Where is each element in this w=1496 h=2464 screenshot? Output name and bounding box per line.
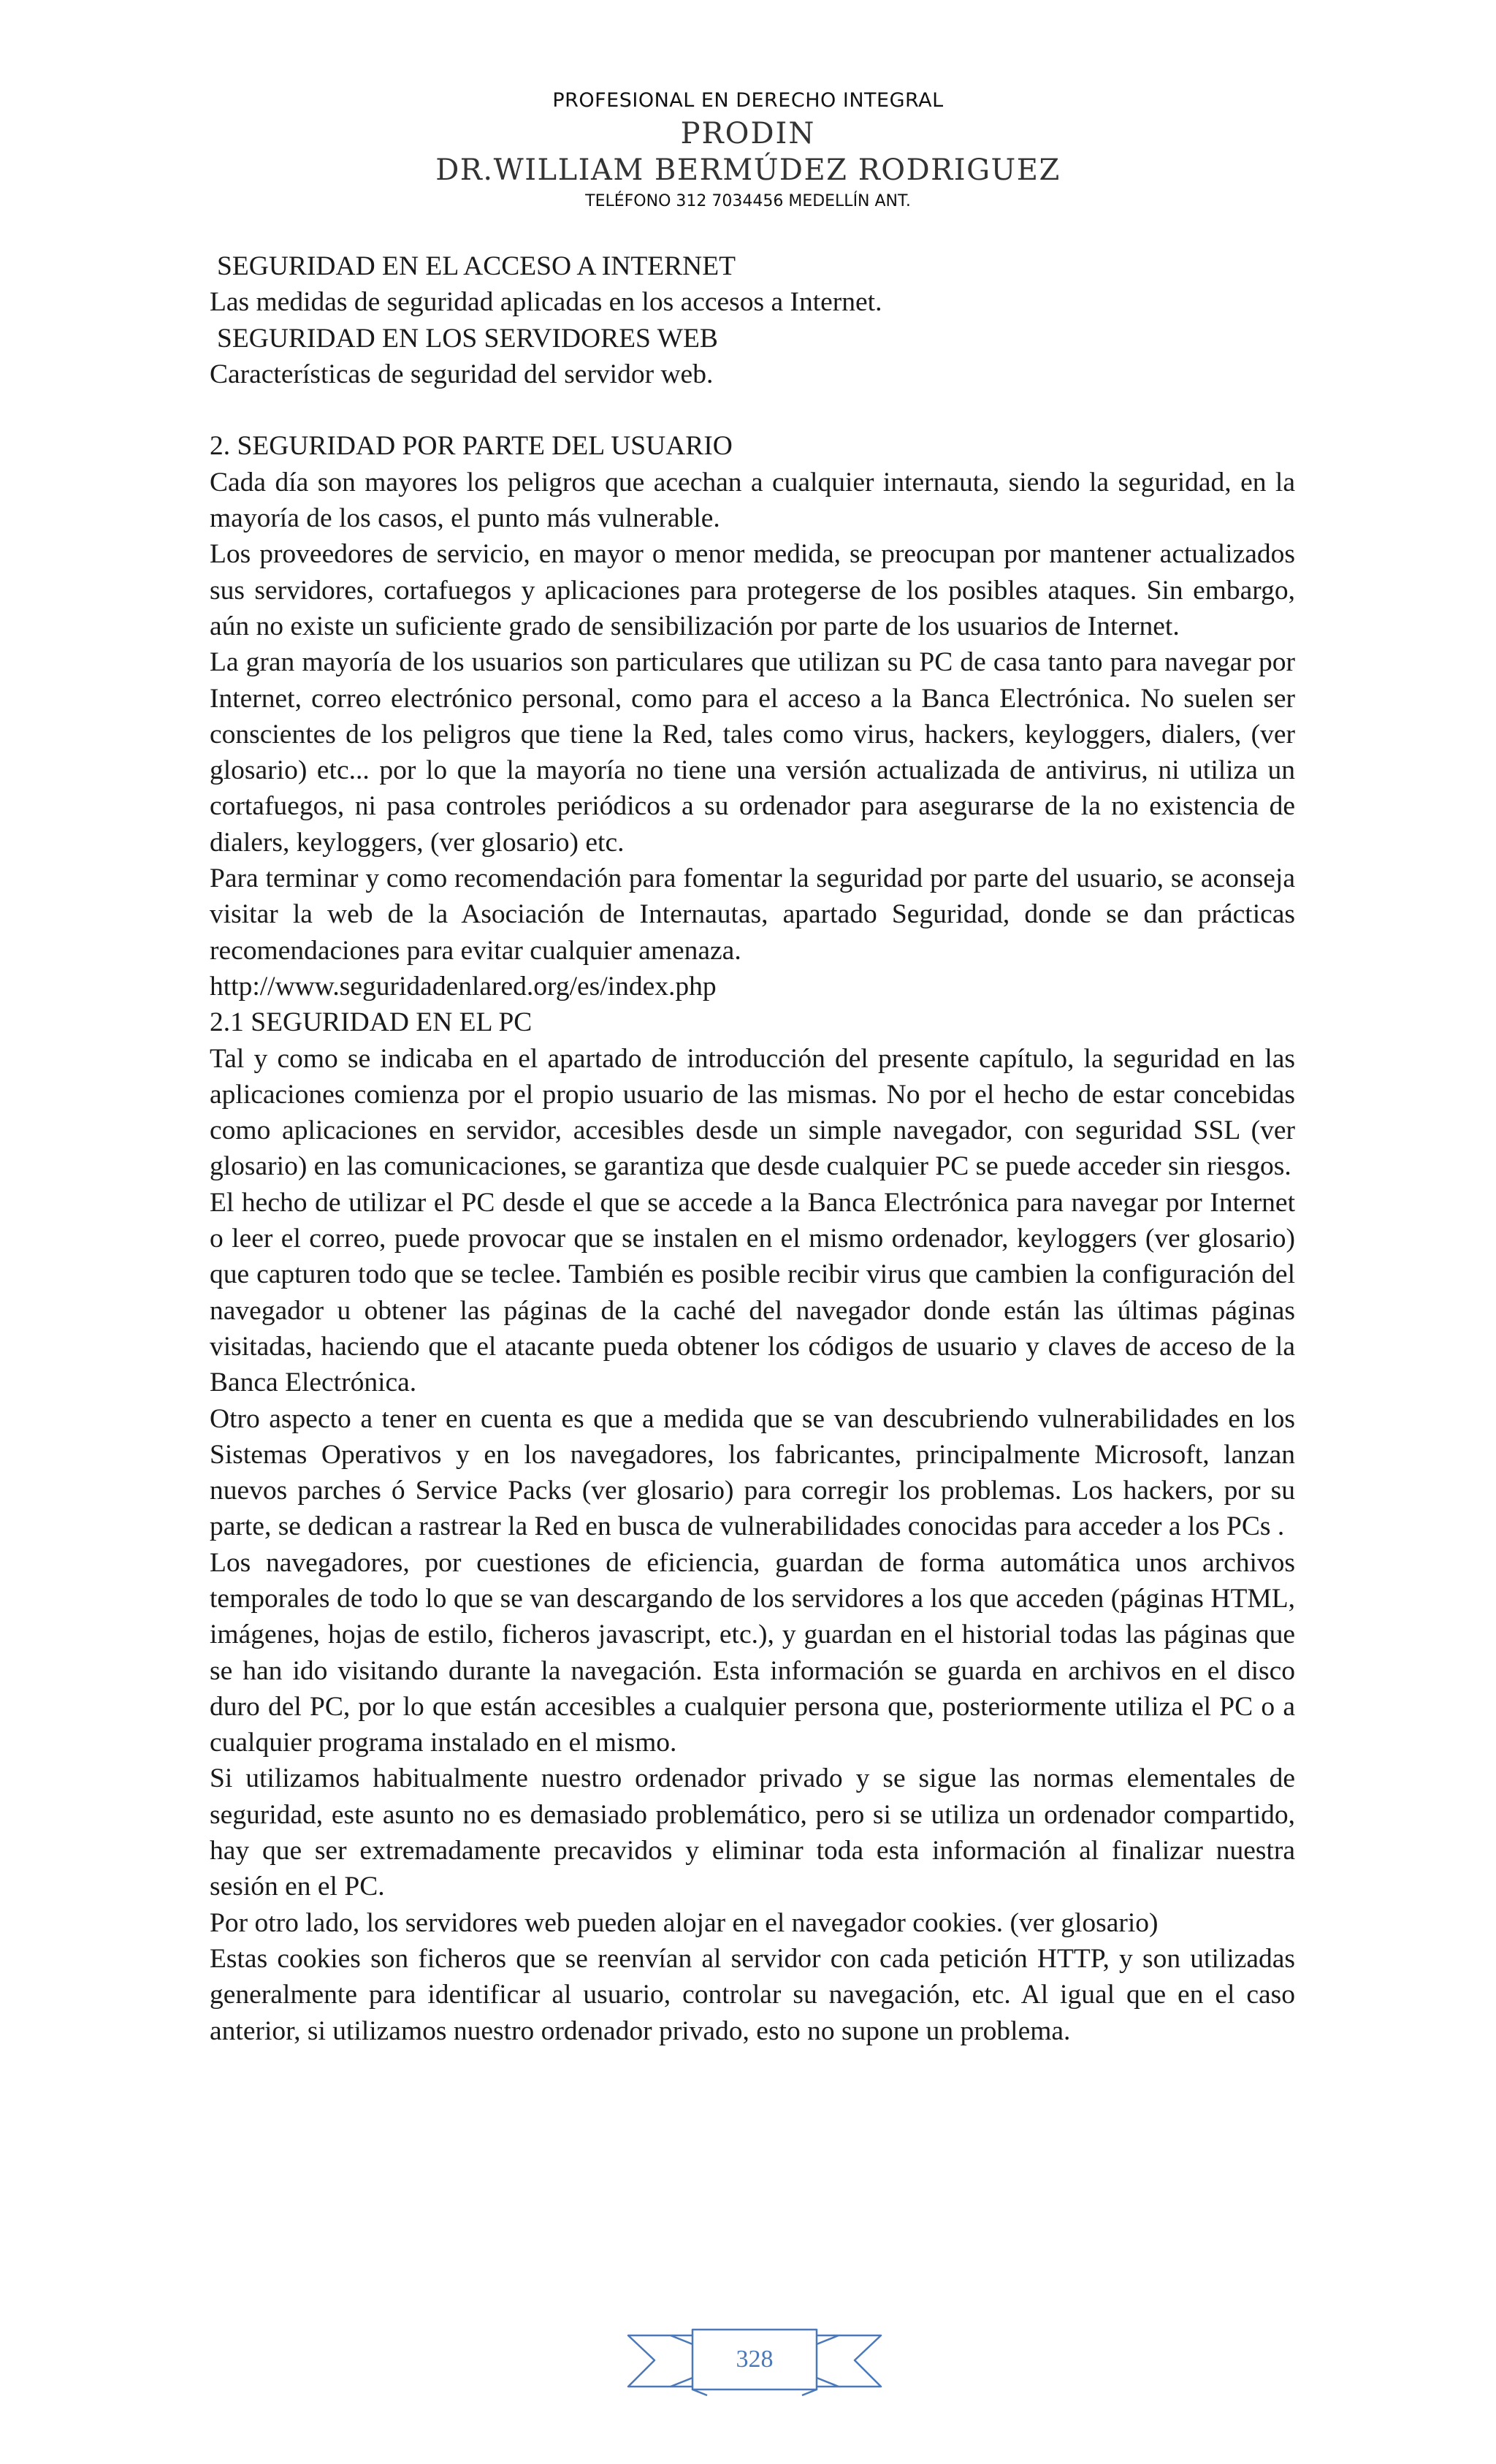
- paragraph: Si utilizamos habitualmente nuestro ordenador privado y se sigue las normas elementales de seguridad, este asunto no es demasiado problemático, pero si se utiliza un ordenador compartido, hay que ser extremadamente precavidos y eliminar toda esta información al finalizar nuestra sesión en el PC.: [210, 1763, 1295, 1902]
- paragraph: Para terminar y como recomendación para fomentar la seguridad por parte del usuario, se aconseja visitar la web de la Asociación de Internautas, apartado Seguridad, donde se dan prácticas recomendaciones para evitar cualquier amenaza.: [210, 863, 1295, 966]
- paragraph: Los proveedores de servicio, en mayor o menor medida, se preocupan por mantener actualizados sus servidores, cortafuegos y aplicaciones para protegerse de los posibles ataques. Sin embargo, aún no existe un suficiente grado de sensibilización por parte de los usuarios de Internet.: [210, 539, 1295, 641]
- paragraph: El hecho de utilizar el PC desde el que se accede a la Banca Electrónica para navegar por Internet o leer el correo, puede provocar que se instalen en el mismo ordenador, keyloggers (ver glosario) que capturen todo que se teclee. También es posible recibir virus que cambien la configuración del navegador u obtener las páginas de la caché del navegador donde están las últimas páginas visitadas, haciendo que el atacante pueda obtener los códigos de usuario y claves de acceso de la Banca Electrónica.: [210, 1187, 1295, 1398]
- page-header: [0, 86, 1496, 215]
- blank-line: [210, 392, 1295, 428]
- header-author-name: DR.WILLIAM BERMÚDEZ RODRIGUEZ: [435, 153, 1061, 187]
- paragraph: Otro aspecto a tener en cuenta es que a medida que se van descubriendo vulnerabilidades en los Sistemas Operativos y en los navegadores, los fabricantes, principalmente Microsoft, lanzan nuevos parches ó Service Packs (ver glosario) para corregir los problemas. Los hackers, por su parte, se dedican a rastrear la Red en busca de vulnerabilidades conocidas para acceder a los PCs .: [210, 1403, 1295, 1542]
- section-heading-web-servers: SEGURIDAD EN LOS SERVIDORES WEB: [217, 323, 718, 354]
- paragraph: Cada día son mayores los peligros que acechan a cualquier internauta, siendo la seguridad, en la mayoría de los casos, el punto más vulnerable.: [210, 467, 1295, 534]
- paragraph: La gran mayoría de los usuarios son particulares que utilizan su PC de casa tanto para navegar por Internet, correo electrónico personal, como para el acceso a la Banca Electrónica. No suelen ser conscientes de los peligros que tiene la Red, tales como virus, hackers, keyloggers, dialers, (ver glosario) etc... por lo que la mayoría no tiene una versión actualizada de antivirus, ni utiliza un cortafuegos, ni pasa controles periódicos a su ordenador para asegurarse de la no existencia de dialers, keyloggers, (ver glosario) etc.: [210, 647, 1295, 858]
- document-body: [210, 248, 1295, 2049]
- paragraph: Tal y como se indicaba en el apartado de introducción del presente capítulo, la seguridad en las aplicaciones comienza por el propio usuario de las mismas. No por el hecho de estar concebidas como aplicaciones en servidor, accesibles desde un simple navegador, con seguridad SSL (ver glosario) en las comunicaciones, se garantiza que desde cualquier PC se puede acceder sin riesgos.: [210, 1043, 1295, 1182]
- section-heading-user-security: 2. SEGURIDAD POR PARTE DEL USUARIO: [210, 431, 733, 462]
- section-heading-pc-security: 2.1 SEGURIDAD EN EL PC: [210, 1007, 533, 1038]
- paragraph: Características de seguridad del servidor web.: [210, 359, 714, 389]
- section-heading-internet-access: SEGURIDAD EN EL ACCESO A INTERNET: [217, 251, 736, 281]
- paragraph: Las medidas de seguridad aplicadas en los accesos a Internet.: [210, 287, 882, 318]
- paragraph: Los navegadores, por cuestiones de eficiencia, guardan de forma automática unos archivos temporales de todo lo que se van descargando de los servidores a los que acceden (páginas HTML, imágenes, hojas de estilo, ficheros javascript, etc.), y guardan en el historial todas las páginas que se han ido visitando durante la navegación. Esta información se guarda en archivos en el disco duro del PC, por lo que están accesibles a cualquier persona que, posteriormente utiliza el PC o a cualquier programa instalado en el mismo.: [210, 1547, 1295, 1758]
- page-number-ribbon: [627, 2319, 882, 2400]
- paragraph: Estas cookies son ficheros que se reenvían al servidor con cada petición HTTP, y son utilizadas generalmente para identificar al usuario, controlar su navegación, etc. Al igual que en el caso anterior, si utilizamos nuestro ordenador privado, esto no supone un problema.: [210, 1943, 1295, 2046]
- header-contact: TELÉFONO 312 7034456 MEDELLÍN ANT.: [585, 192, 911, 210]
- header-profession: PROFESIONAL EN DERECHO INTEGRAL: [552, 89, 944, 112]
- page-number: 328: [736, 2346, 774, 2373]
- reference-url: http://www.seguridadenlared.org/es/index.php: [210, 971, 717, 1002]
- header-firm-name: PRODIN: [680, 117, 816, 150]
- paragraph: Por otro lado, los servidores web pueden alojar en el navegador cookies. (ver glosario): [210, 1907, 1159, 1938]
